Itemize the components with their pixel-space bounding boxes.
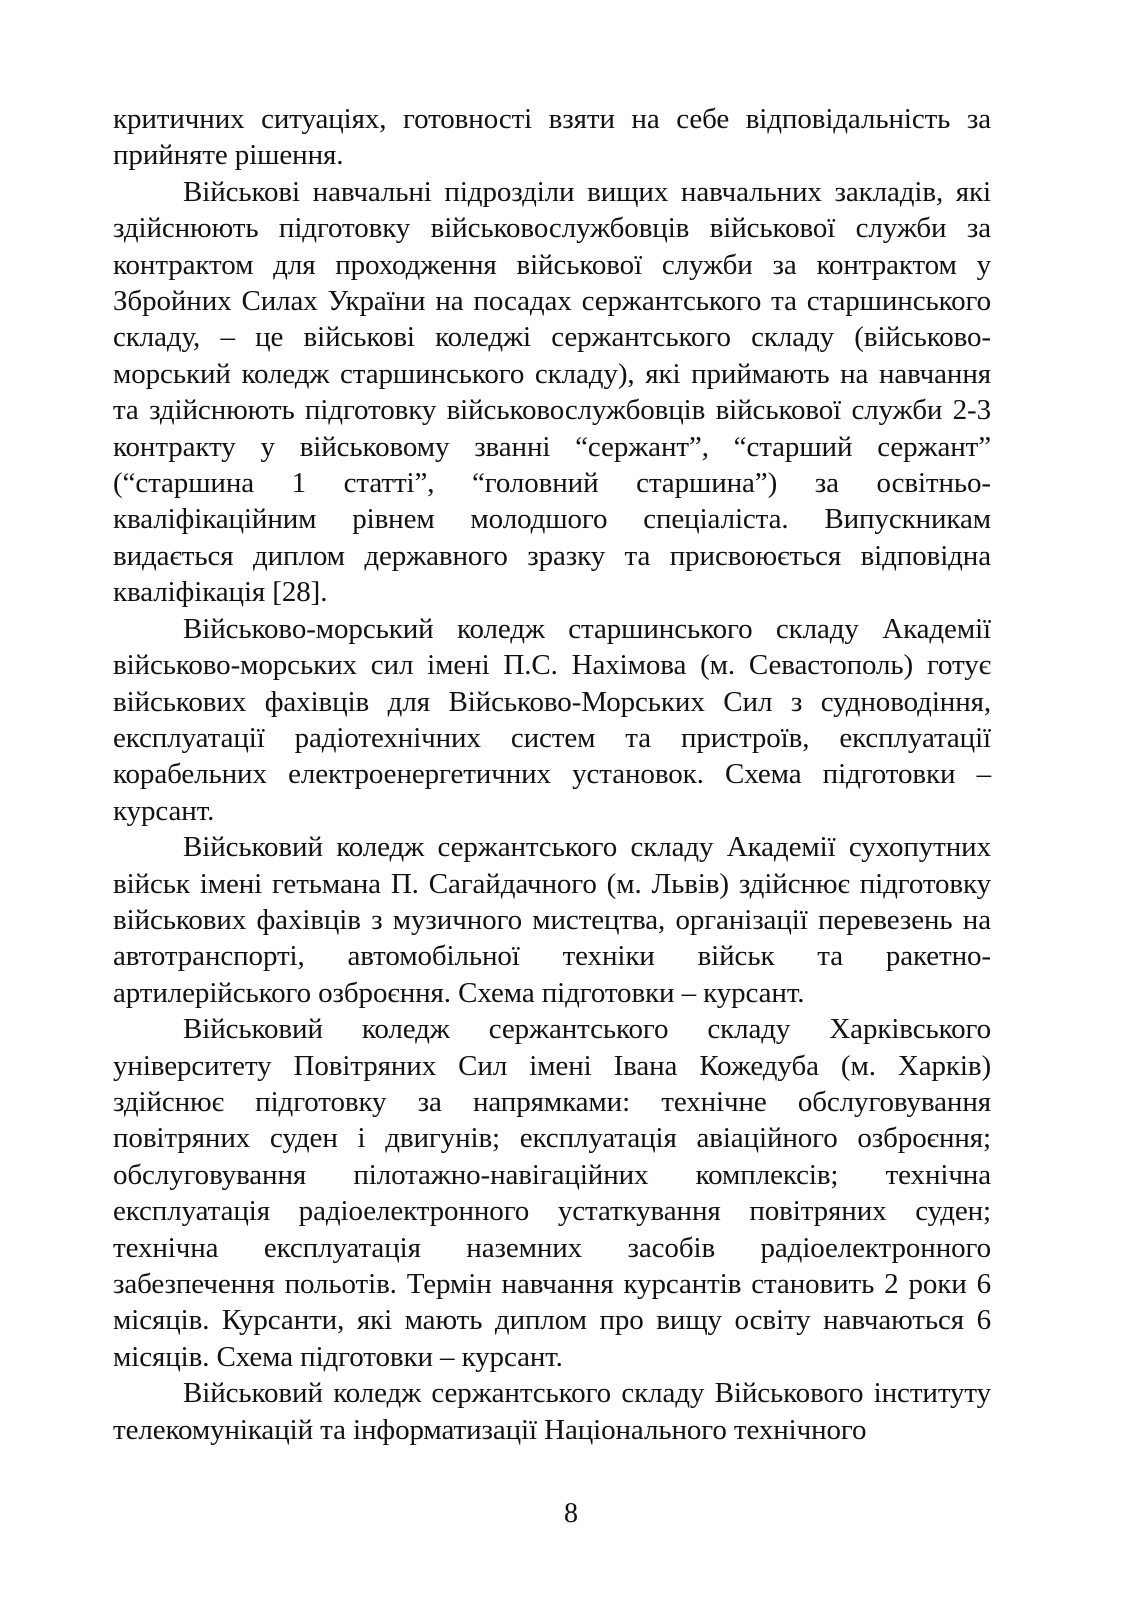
paragraph-army-academy-college: Військовий коледж сержантського складу Академії сухопутних військ імені гетьмана П. Сагайдачного (м. Львів) здійснює підготовку військових фахівців з музичного мистецтва, організації перевезень на автотранспорті, автомобільної техніки військ та ракетно-артилерійського озброєння. Схема підготовки – курсант. [113,831,991,1009]
paragraph-military-training-units: Військові навчальні підрозділи вищих навчальних закладів, які здійснюють підготовку військовослужбовців військової служби за контрактом для проходження військової служби за контрактом у Збройних Силах України на посадах сержантського та старшинського складу, – це військові коледжі сержантського складу (військово-морський коледж старшинського складу), які приймають на навчання та здійснюють підготовку військовослужбовців військової служби 2-3 контракту у військовому званні “сержант”, “старший сержант” (“старшина 1 статті”, “головний старшина”) за освітньо-кваліфікаційним рівнем молодшого спеціаліста. Випускникам видається диплом державного зразку та присвоюється відповідна кваліфікація [28]. [113,175,991,609]
page-footer [0,1496,1142,1532]
paragraph-naval-college: Військово-морський коледж старшинського складу Академії військово-морських сил імені П.С. Нахімова (м. Севастополь) готує військових фахівців для Військово-Морських Сил з судноводіння, експлуатації радіотехнічних систем та пристроїв, експлуатації корабельних електроенергетичних установок. Схема підготовки – курсант. [113,612,991,827]
paragraph-continuation: критичних ситуаціях, готовності взяти на себе відповідальність за прийняте рішення. [113,103,991,172]
page-number: 8 [564,1498,578,1529]
paragraph-telecom-institute-college: Військовий коледж сержантського складу Військового інституту телекомунікацій та інформатизації Національного технічного [113,1377,991,1446]
text-block [113,101,991,1448]
paragraph-air-force-university-college: Військовий коледж сержантського складу Харківського університету Повітряних Сил імені Івана Кожедуба (м. Харків) здійснює підготовку за напрямками: технічне обслуговування повітряних суден і двигунів; експлуатація авіаційного озброєння; обслуговування пілотажно-навігаційних комплексів; технічна експлуатація радіоелектронного устаткування повітряних суден; технічна експлуатація наземних засобів радіоелектронного забезпечення польотів. Термін навчання курсантів становить 2 роки 6 місяців. Курсанти, які мають диплом про вищу освіту навчаються 6 місяців. Схема підготовки – курсант. [113,1013,991,1373]
